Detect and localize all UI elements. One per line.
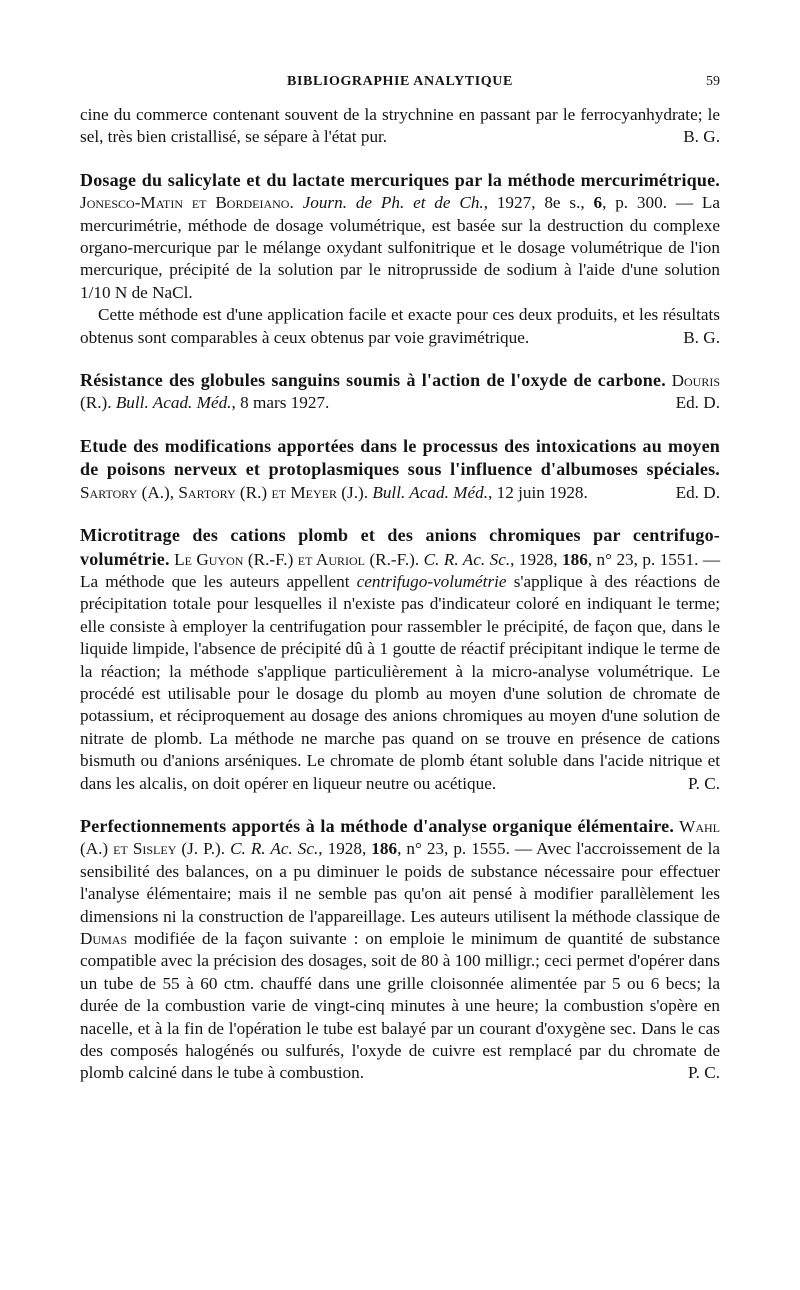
reference-page: , n° 23, p. 1555. — — [397, 839, 533, 859]
journal-name: C. R. Ac. Sc. — [230, 839, 319, 859]
journal-name: Bull. Acad. Méd. — [115, 393, 232, 413]
abstract-text — [80, 104, 720, 149]
entry-authors: Sartory (A.), Sartory (R.) et Meyer (J.). — [80, 482, 369, 502]
abstract-text — [80, 435, 720, 504]
entry-authors: Le Guyon (R.-F.) et Auriol (R.-F.). — [174, 549, 420, 569]
abstract-text — [80, 524, 720, 795]
journal-name: C. R. Ac. Sc. — [423, 549, 511, 569]
entry-title: Perfectionnements apportés à la méthode d'analyse organique élémentaire. — [80, 815, 675, 836]
journal-name: Journ. de Ph. et de Ch. — [302, 193, 484, 213]
abstract-body-2: Cette méthode est d'une application facile et exacte pour ces deux produits, et les résultats obtenus sont comparables à ceux obtenus par voie gravimétrique. — [80, 305, 720, 347]
abstract-entry-intoxications — [80, 435, 720, 504]
technical-term: centrifugo-volumétrie — [356, 571, 507, 591]
reference: , 1928, — [318, 839, 372, 859]
reference: , 1927, 8e s., — [483, 193, 594, 213]
volume-number: 186 — [371, 839, 398, 859]
signature: B. G. — [683, 327, 720, 347]
reference-page: , n° 23, p. 1551. — — [587, 549, 721, 569]
abstract-lead: Avec l'accroissement de la sensibilité des balances, on a pu diminuer le poids de substance nécessaire pour effectuer l'analyse élémentaire; mais il ne semble pas qu'on ait pensé à modifier parallèlement les dimensions ni la construction de l'appareillage. Les auteurs utilisent la méthode classique de — [80, 839, 721, 926]
signature: P. C. — [687, 773, 720, 793]
entry-title: Etude des modifications apportées dans le processus des intoxications au moyen de poisons nerveux et protoplasmiques sous l'influence d'albumoses spéciales. — [80, 435, 720, 480]
abstract-text — [80, 815, 720, 1085]
abstract-entry-analyse-organique — [80, 815, 720, 1085]
signature: Ed. D. — [675, 482, 720, 502]
abstract-body: s'applique à des réactions de précipitation totale pour lesquelles il n'existe pas d'indicateur coloré en indiquant le terme; elle consiste à employer la centrifugation pour rassembler le précipité, de façon que, dans le liquide limpide, l'absence de précipité dû à 1 goutte de réactif précipitant indique le terme de la réaction; la méthode s'applique particulièrement à la micro-analyse volumétrique. Le procédé est utilisable pour le dosage du plomb au moyen d'une solution de chromate de potassium, et réciproquement au dosage des anions chromiques au moyen d'une solution de nitrate de plomb. La méthode ne marche pas quand on se trouve en présence de cations bismuth ou d'anions arséniques. Le chromate de plomb étant soluble dans l'acide nitrique et dans les alcalis, on doit opérer en liqueur neutre ou acétique. — [80, 571, 720, 793]
journal-name: Bull. Acad. Méd. — [372, 482, 489, 502]
abstract-entry-globules — [80, 369, 720, 415]
abstract-text — [80, 369, 720, 415]
volume-number: 6 — [593, 193, 603, 213]
abstract-text-continued — [80, 304, 720, 349]
signature: P. C. — [687, 1063, 720, 1083]
page-header — [80, 74, 720, 96]
entry-title: Résistance des globules sanguins soumis à l'action de l'oxyde de carbone. — [80, 370, 666, 391]
person-name: Dumas — [80, 929, 128, 948]
article-body — [80, 104, 720, 1085]
signature: B. G. — [683, 127, 720, 147]
entry-title: Dosage du salicylate et du lactate mercuriques par la méthode mercurimétrique. — [80, 169, 720, 190]
abstract-text — [80, 169, 720, 304]
abstract-lead: La méthode que les auteurs appellent — [80, 571, 350, 591]
entry-authors: Jonesco-Matin et Bordeiano. — [80, 193, 294, 213]
reference-page: , p. 300. — — [602, 193, 694, 213]
abstract-body: cine du commerce contenant souvent de la strychnine en passant par le ferrocyanhydrate; le sel, très bien cristallisé, se sépare à l'état pur. — [80, 105, 720, 147]
abstract-body: modifiée de la façon suivante : on emploie le minimum de quantité de substance compatible avec la précision des dosages, soit de 80 à 100 milligr.; ceci permet d'opérer dans un tube de 55 à 60 ctm. chauffé dans une grille cloisonnée alimentée par 5 ou 6 becs; la durée de la combustion varie de vingt-cinq minutes à une heure; la combustion s'opère en nacelle, et à la fin de l'opération le tube est balayé par un courant d'oxygène sec. Dans le cas des composés halogénés ou sulfurés, l'oxyde de cuivre est remplacé par du chromate de plomb calciné dans le tube à combustion. — [80, 929, 721, 1083]
running-title: BIBLIOGRAPHIE ANALYTIQUE — [287, 74, 513, 89]
page-number: 59 — [706, 74, 720, 89]
signature: Ed. D. — [675, 393, 720, 413]
volume-number: 186 — [562, 549, 588, 569]
abstract-entry-strychnine — [80, 104, 720, 149]
entry-title: Microtitrage des cations plomb et des anions chromiques par centrifugo-volumétrie. — [80, 525, 720, 569]
entry-authors: Wahl (A.) et Sisley (J. P.). — [80, 816, 720, 859]
reference: , 12 juin 1928. — [488, 482, 588, 502]
abstract-entry-salicylate — [80, 169, 720, 349]
abstract-body: La mercurimétrie, méthode de dosage volumétrique, est basée sur la destruction du complexe organo-mercurique par le mélange oxydant sulfonitrique et le dosage volumétrique de l'ion mercurique, précipité de la solution par le nitroprusside de sodium à l'aide d'une solution 1/10 N de NaCl. — [80, 193, 720, 302]
reference: , 8 mars 1927. — [231, 393, 330, 413]
abstract-entry-microtitrage — [80, 524, 720, 795]
entry-authors: Douris (R.). — [80, 371, 720, 413]
reference: , 1928, — [510, 549, 563, 569]
